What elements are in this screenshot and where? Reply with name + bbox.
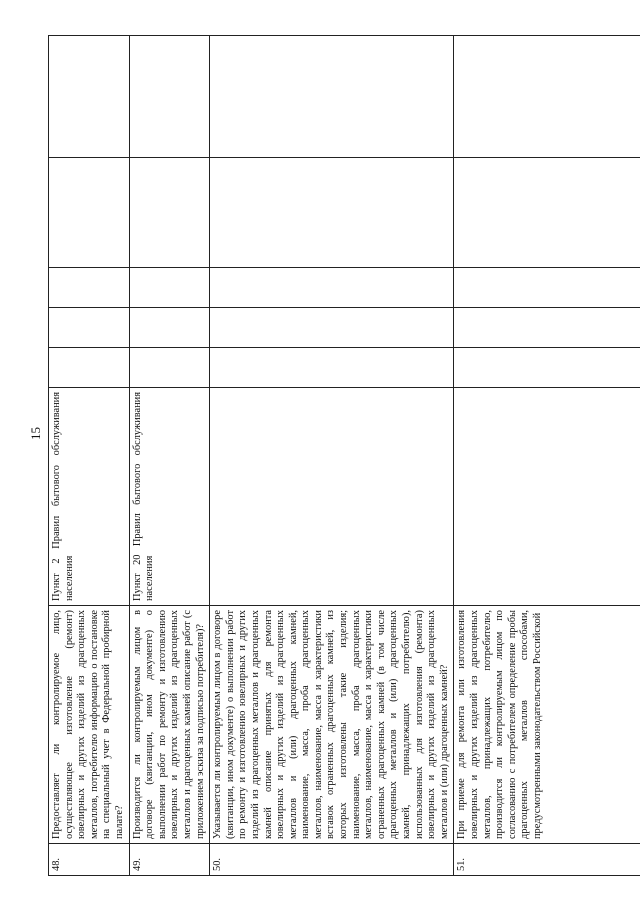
answer-no-cell [210,308,454,348]
row-number: 49. [129,844,210,876]
question-cell: Предоставляет ли контролируемое лицо, осуществляющее изготовление (ремонт) ювелирных и других изделий из драгоценных металлов, потребителю информацию о постановке на специальный учет в Федеральной пробирной палате? [49,606,130,844]
table-row [129,36,210,876]
reference-cell: Пункт 2 Правил бытового обслуживания населения [49,388,130,606]
notes-cell [210,158,454,268]
comment-cell [49,36,130,158]
checklist-table-frame [48,36,628,876]
notes-cell [129,158,210,268]
question-cell: Указывается ли контролируемым лицом в договоре (квитанции, ином документе) о выполнении работ по ремонту и изготовлению ювелирных и других изделий из драгоценных металлов и драгоценных камней описание принятых для ремонта ювелирных и других изделий из драгоценных металлов и (или) драгоценных камней, наименование, масса, проба драгоценных металлов, наименование, масса и характеристики вставок ограненных драгоценных камней, из которых изготовлены такие изделия; наименование, масса, проба драгоценных металлов, наименование, масса и характеристики ограненных драгоценных камней (в том числе драгоценных металлов и (или) драгоценных камней, принадлежащих потребителю), использованных для изготовления (ремонта) ювелирных и других изделий из драгоценных металлов и (или) драгоценных камней? [210,606,454,844]
page-number: 15 [28,427,43,440]
answer-no-cell [454,308,640,348]
reference-cell: Пункт 20 Правил бытового обслуживания населения [129,388,210,606]
reference-cell [210,388,454,606]
answer-yes-cell [129,348,210,388]
answer-yes-cell [210,348,454,388]
row-number: 48. [49,844,130,876]
table-row [49,36,130,876]
answer-na-cell [454,268,640,308]
answer-na-cell [49,268,130,308]
answer-yes-cell [454,348,640,388]
answer-na-cell [129,268,210,308]
comment-cell [129,36,210,158]
row-number: 51. [454,844,640,876]
row-number: 50. [210,844,454,876]
reference-cell [454,388,640,606]
table-row [454,36,640,876]
comment-cell [210,36,454,158]
checklist-table [48,35,640,876]
question-cell: При приеме для ремонта или изготовления ювелирных и других изделий из драгоценных металлов, принадлежащих потребителю, производится ли контролируемым лицом по согласованию с потребителем определение пробы драгоценных металлов способами, предусмотренными законодательством Российской [454,606,640,844]
notes-cell [454,158,640,268]
question-cell: Производится ли контролируемым лицом в договоре (квитанции, ином документе) о выполнении работ по ремонту и изготовлению ювелирных и других изделий из драгоценных металлов и драгоценных камней описание работ (с приложением эскиза за подписью потребителя)? [129,606,210,844]
comment-cell [454,36,640,158]
answer-no-cell [49,308,130,348]
notes-cell [49,158,130,268]
table-row [210,36,454,876]
answer-na-cell [210,268,454,308]
answer-yes-cell [49,348,130,388]
answer-no-cell [129,308,210,348]
